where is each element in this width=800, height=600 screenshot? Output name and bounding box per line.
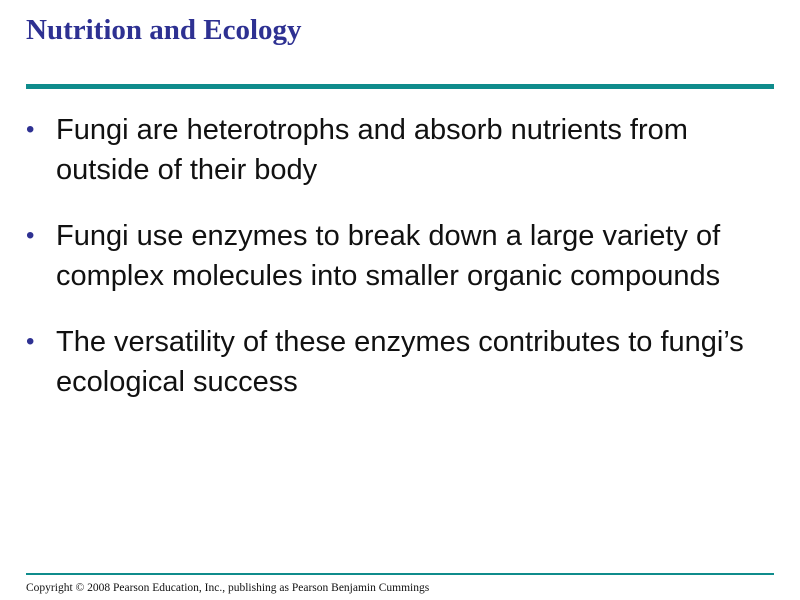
- bullet-text: Fungi use enzymes to break down a large variety of complex molecules into smaller organic compounds: [56, 220, 721, 292]
- bullet-list: [26, 110, 766, 428]
- bullet-dot-icon: •: [26, 222, 35, 249]
- footer-divider: [26, 573, 774, 575]
- bullet-dot-icon: •: [26, 116, 35, 143]
- bullet-item: [26, 322, 766, 402]
- title-divider: [26, 84, 774, 89]
- bullet-dot-icon: •: [26, 328, 35, 355]
- bullet-item: [26, 110, 766, 190]
- bullet-text: Fungi are heterotrophs and absorb nutrients from outside of their body: [56, 114, 688, 186]
- bullet-text: The versatility of these enzymes contributes to fungi’s ecological success: [56, 326, 744, 398]
- copyright-footer: Copyright © 2008 Pearson Education, Inc., publishing as Pearson Benjamin Cummings: [26, 582, 430, 594]
- bullet-item: [26, 216, 766, 296]
- slide-title: Nutrition and Ecology: [26, 14, 302, 46]
